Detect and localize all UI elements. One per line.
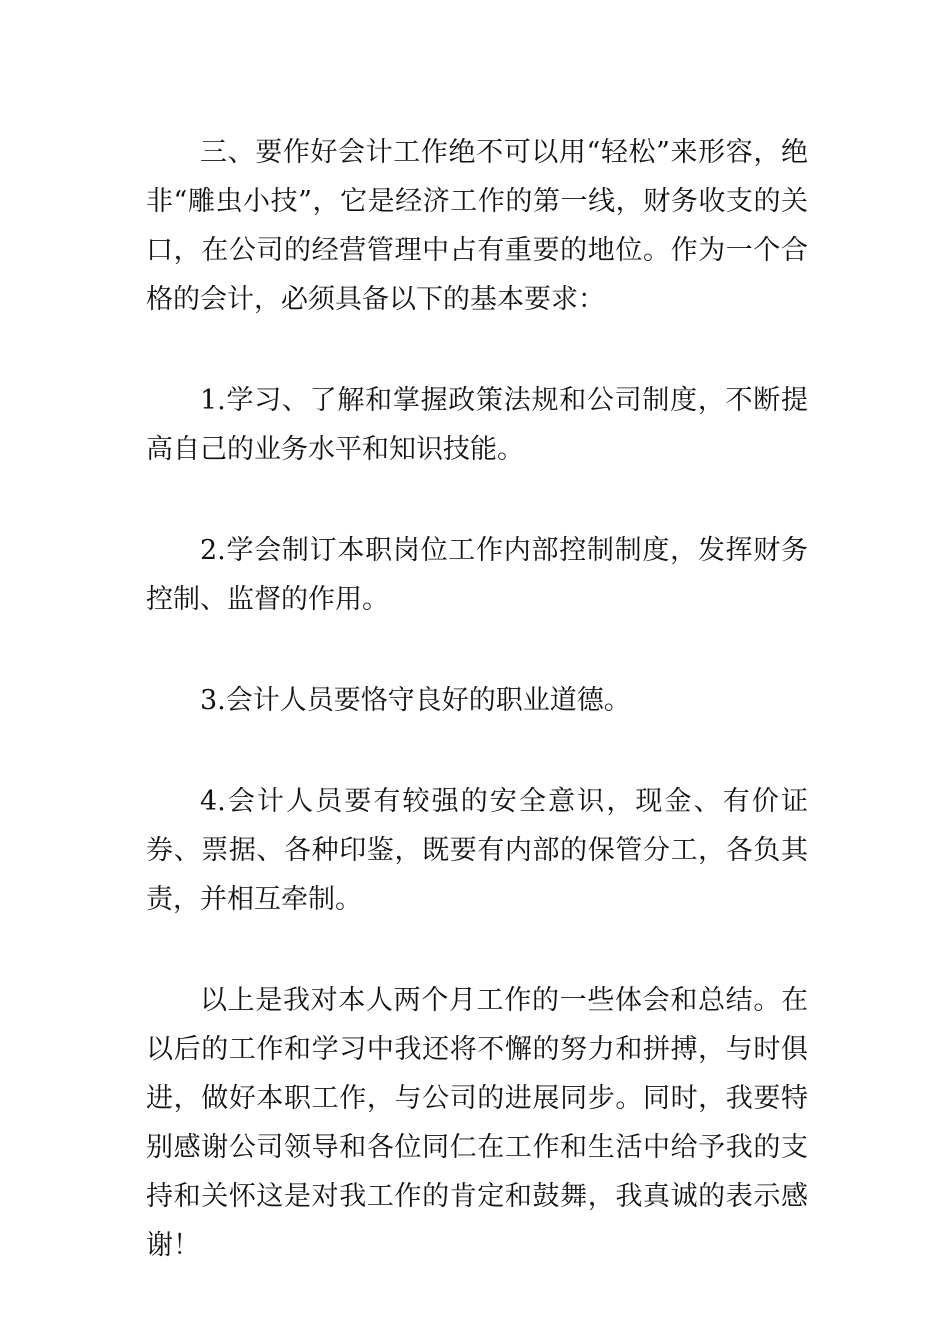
paragraph-gap [146, 324, 808, 376]
paragraph-gap [146, 474, 808, 526]
paragraph-item-3: 3.会计人员要恪守良好的职业道德。 [200, 685, 631, 716]
paragraph-item-4: 4.会计人员要有较强的安全意识，现金、有价证券、票据、各种印鉴，既要有内部的保管分工，各负其责，并相互牵制。 [146, 786, 808, 915]
paragraph-gap [146, 924, 808, 976]
paragraph-item-2: 2.学会制订本职岗位工作内部控制制度，发挥财务控制、监督的作用。 [146, 535, 808, 615]
paragraph-summary: 以上是我对本人两个月工作的一些体会和总结。在以后的工作和学习中我还将不懈的努力和拼搏，与时俱进，做好本职工作，与公司的进展同步。同时，我要特别感谢公司领导和各位同仁在工作和生活中给予我的支持和关怀这是对我工作的肯定和鼓舞，我真诚的表示感谢！ [146, 985, 808, 1261]
paragraph-item-1: 1.学习、了解和掌握政策法规和公司制度，不断提高自己的业务水平和知识技能。 [146, 385, 808, 465]
paragraph-gap [146, 725, 808, 777]
document-body [146, 128, 808, 1270]
paragraph-gap [146, 624, 808, 676]
paragraph-accounting-requirements: 三、要作好会计工作绝不可以用“轻松”来形容，绝非“雕虫小技”，它是经济工作的第一线，财务收支的关口，在公司的经营管理中占有重要的地位。作为一个合格的会计，必须具备以下的基本要求： [146, 137, 808, 315]
